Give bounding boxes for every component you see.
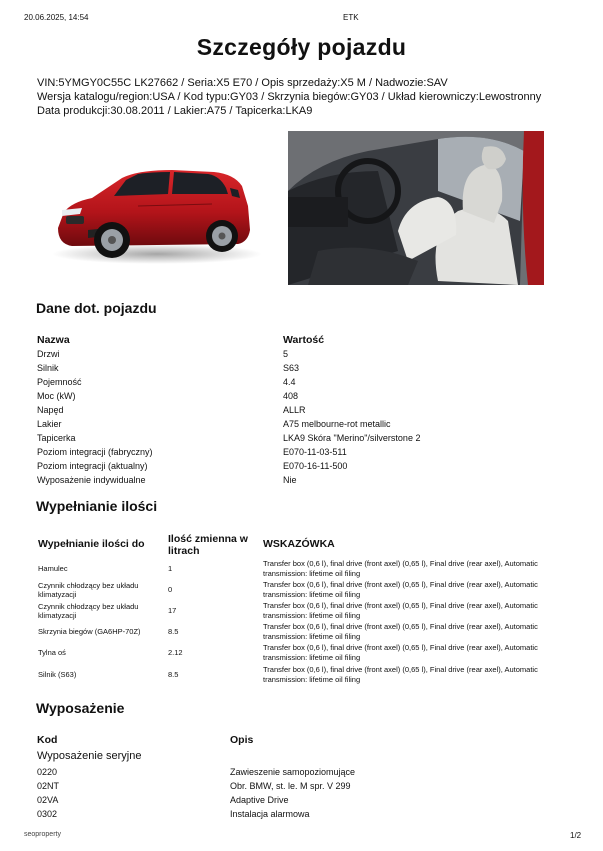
table-row — [37, 473, 420, 487]
cell-code: 02NT — [37, 781, 60, 791]
cell-name: Lakier — [37, 419, 62, 429]
vehicle-data-heading: Dane dot. pojazdu — [36, 300, 157, 316]
summary-line-catalog: Wersja katalogu/region:USA / Kod typu:GY03 / Skrzynia biegów:GY03 / Układ kierowniczy:Lewostronny — [37, 91, 542, 103]
cell-value: E070-11-03-511 — [283, 447, 347, 457]
cell-value: 4.4 — [283, 377, 296, 387]
cell-hint: Transfer box (0,6 l), final drive (front axel) (0,65 l), Final drive (rear axel), Automatic transmission: lifetime oil filing — [263, 580, 538, 599]
table-row — [37, 403, 420, 417]
table-row — [0, 621, 603, 642]
table-row — [0, 600, 603, 621]
table-row — [0, 642, 603, 663]
cell-hint: Transfer box (0,6 l), final drive (front axel) (0,65 l), Final drive (rear axel), Automatic transmission: lifetime oil filing — [263, 665, 538, 684]
table-row — [0, 664, 603, 685]
vehicle-table-header — [37, 333, 420, 347]
table-row — [37, 361, 420, 375]
cell-description: Zawieszenie samopoziomujące — [230, 767, 356, 777]
equipment-group-standard: Wyposażenie seryjne — [37, 750, 142, 762]
table-row — [37, 389, 420, 403]
page-title: Szczegóły pojazdu — [196, 34, 407, 60]
column-header-description: Opis — [230, 734, 254, 746]
cell-value: S63 — [283, 363, 300, 373]
cell-code: 0302 — [37, 809, 58, 819]
summary-line-production: Data produkcji:30.08.2011 / Lakier:A75 / Tapicerka:LKA9 — [37, 105, 313, 117]
table-row — [0, 558, 603, 579]
cell-hint: Transfer box (0,6 l), final drive (front axel) (0,65 l), Final drive (rear axel), Automatic transmission: lifetime oil filing — [263, 601, 538, 620]
cell-code: 02VA — [37, 795, 59, 805]
equipment-heading: Wyposażenie — [36, 700, 125, 716]
fill-quantities-heading: Wypełnianie ilości — [36, 498, 158, 514]
cell-item: Czynnik chłodzący bez układu klimatyzacji — [38, 580, 139, 599]
cell-description: Obr. BMW, st. le. M spr. V 299 — [230, 781, 351, 791]
column-header-name: Nazwa — [37, 334, 70, 346]
column-header-quantity: Ilość zmienna w litrach — [168, 533, 248, 557]
cell-name: Tapicerka — [37, 433, 76, 443]
vehicle-data-table — [37, 333, 420, 487]
cell-value: E070-16-11-500 — [283, 461, 348, 471]
cell-item: Czynnik chłodzący bez układu klimatyzacji — [38, 601, 139, 620]
cell-name: Napęd — [37, 405, 64, 415]
cell-value: LKA9 Skóra "Merino"/silverstone 2 — [283, 433, 421, 443]
table-row — [37, 807, 310, 821]
cell-name: Poziom integracji (aktualny) — [37, 461, 148, 471]
cell-value: 408 — [283, 391, 299, 401]
column-header-fill-item: Wypełnianie ilości do — [38, 538, 145, 550]
cell-quantity: 2.12 — [168, 648, 183, 657]
car-exterior-image — [42, 150, 268, 274]
cell-item: Skrzynia biegów (GA6HP-70Z) — [38, 627, 141, 636]
table-row — [37, 779, 351, 793]
header-date: 20.06.2025, 14:54 — [24, 13, 89, 22]
cell-hint: Transfer box (0,6 l), final drive (front axel) (0,65 l), Final drive (rear axel), Automatic transmission: lifetime oil filing — [263, 643, 538, 662]
cell-name: Wyposażenie indywidualne — [37, 475, 146, 485]
table-row — [37, 375, 420, 389]
cell-description: Adaptive Drive — [230, 795, 289, 805]
cell-name: Moc (kW) — [37, 391, 76, 401]
cell-hint: Transfer box (0,6 l), final drive (front axel) (0,65 l), Final drive (rear axel), Automatic transmission: lifetime oil filing — [263, 559, 538, 578]
car-interior-image — [288, 131, 544, 285]
cell-value: 5 — [283, 349, 289, 359]
summary-line-vin: VIN:5YMGY0C55C LK27662 / Seria:X5 E70 / Opis sprzedaży:X5 M / Nadwozie:SAV — [37, 77, 448, 89]
table-row — [37, 445, 420, 459]
cell-quantity: 1 — [168, 564, 173, 573]
cell-item: Tylna oś — [38, 648, 66, 657]
table-row — [37, 459, 420, 473]
cell-item: Hamulec — [38, 564, 68, 573]
table-row — [37, 431, 420, 445]
footer-watermark: seoproperty — [24, 831, 61, 838]
table-row — [37, 793, 289, 807]
cell-name: Silnik — [37, 363, 59, 373]
cell-value: Nie — [283, 475, 297, 485]
column-header-hint: WSKAZÓWKA — [263, 538, 335, 550]
cell-quantity: 0 — [168, 585, 173, 594]
table-row — [37, 765, 355, 779]
cell-quantity: 8.5 — [168, 627, 179, 636]
table-row — [37, 347, 420, 361]
cell-name: Pojemność — [37, 377, 82, 387]
cell-value: A75 melbourne-rot metallic — [283, 419, 391, 429]
cell-quantity: 17 — [168, 606, 177, 615]
cell-quantity: 8.5 — [168, 670, 179, 679]
table-row — [37, 417, 420, 431]
vehicle-summary — [37, 76, 541, 118]
table-row — [0, 579, 603, 600]
column-header-code: Kod — [37, 734, 58, 746]
cell-code: 0220 — [37, 767, 58, 777]
cell-item: Silnik (S63) — [38, 670, 77, 679]
header-app-name: ETK — [343, 13, 359, 22]
column-header-value: Wartość — [283, 334, 325, 346]
cell-value: ALLR — [283, 405, 306, 415]
cell-hint: Transfer box (0,6 l), final drive (front axel) (0,65 l), Final drive (rear axel), Automatic transmission: lifetime oil filing — [263, 622, 538, 641]
page-number: 1/2 — [570, 831, 582, 840]
cell-description: Instalacja alarmowa — [230, 809, 310, 819]
cell-name: Drzwi — [37, 349, 60, 359]
cell-name: Poziom integracji (fabryczny) — [37, 447, 153, 457]
